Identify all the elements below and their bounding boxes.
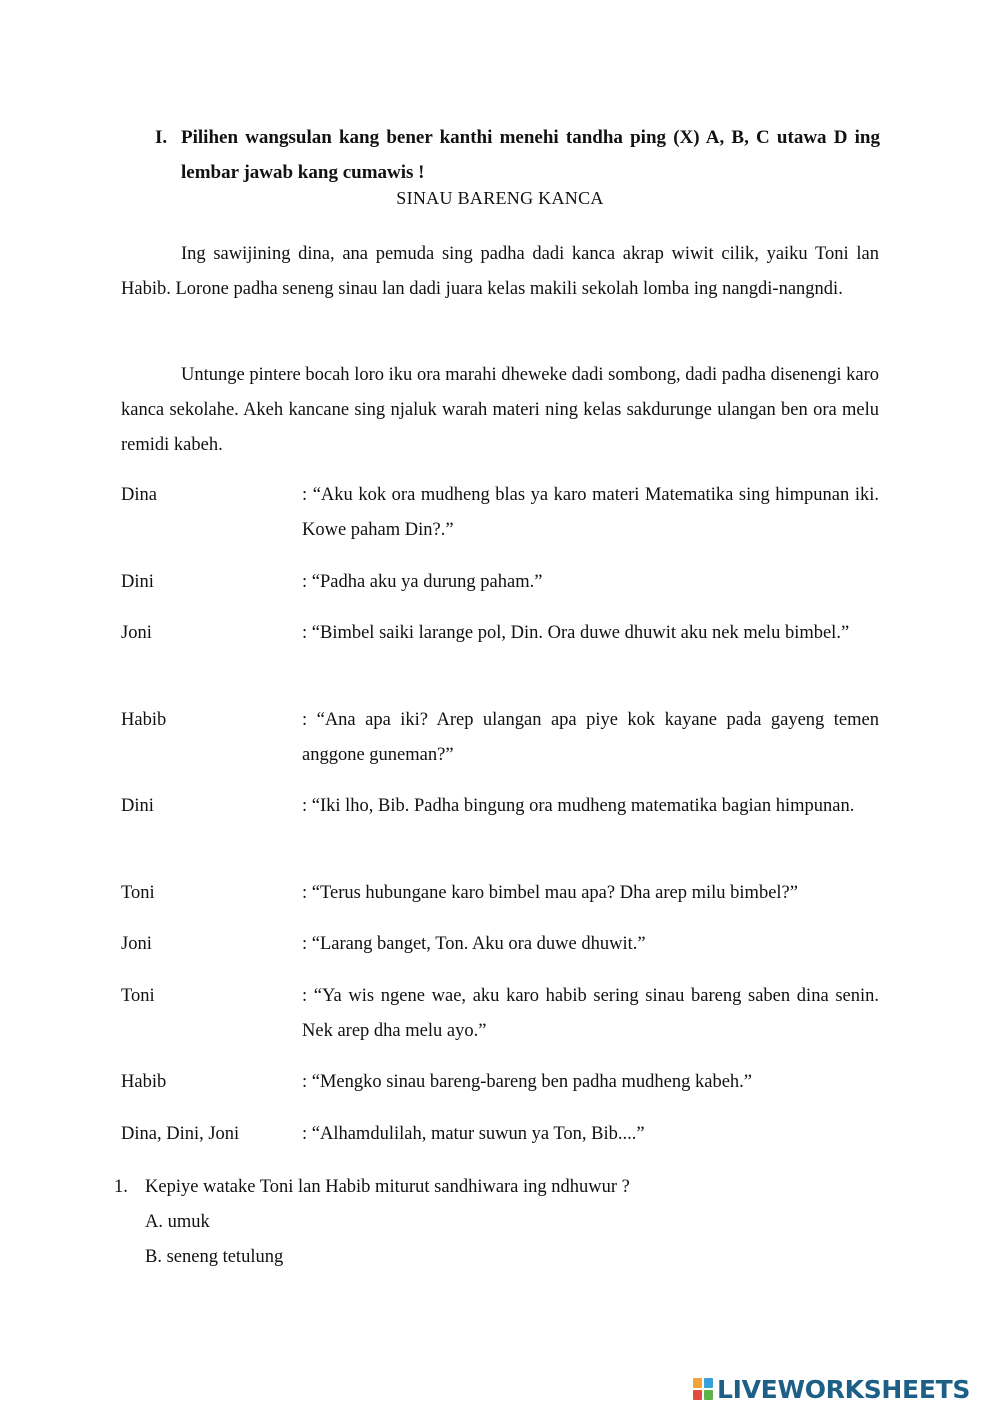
instruction [155, 120, 880, 190]
dialogue-line: : “Mengko sinau bareng-bareng ben padha mudheng kabeh.” [302, 1072, 753, 1092]
dialogue-line: : “Alhamdulilah, matur suwun ya Ton, Bib....” [302, 1124, 645, 1144]
dialogue-line: : “Padha aku ya durung paham.” [302, 572, 543, 592]
dialogue-speaker: Joni [121, 623, 152, 643]
instruction-number: I. [155, 127, 168, 148]
dialogue-speaker: Toni [121, 883, 155, 903]
story-title: SINAU BARENG KANCA [396, 188, 604, 208]
dialogue-row [121, 876, 879, 911]
liveworksheets-logo-icon [693, 1378, 713, 1400]
dialogue-row [121, 927, 879, 962]
dialogue-speaker: Dini [121, 796, 154, 816]
dialogue-speaker: Joni [121, 934, 152, 954]
dialogue-speaker: Dina [121, 485, 157, 505]
dialogue-line: : “Bimbel saiki larange pol, Din. Ora duwe dhuwit aku nek melu bimbel.” [302, 623, 850, 643]
dialogue-row [121, 565, 879, 600]
dialogue-line: : “Ya wis ngene wae, aku karo habib sering sinau bareng saben dina senin. Nek arep dha melu ayo.” [302, 986, 879, 1041]
dialogue-line: : “Larang banget, Ton. Aku ora duwe dhuwit.” [302, 934, 646, 954]
option-a[interactable]: A. umuk [145, 1212, 210, 1232]
dialogue-row [121, 478, 879, 548]
dialogue-row [121, 1065, 879, 1100]
logo-square [693, 1378, 702, 1388]
dialogue-line: : “Aku kok ora mudheng blas ya karo materi Matematika sing himpunan iki. Kowe paham Din?.” [302, 485, 879, 540]
dialogue-row [121, 789, 879, 824]
dialogue-speaker: Dina, Dini, Joni [121, 1124, 240, 1144]
instruction-text: Pilihen wangsulan kang bener kanthi menehi tandha ping (X) A, B, C utawa D ing lembar jawab kang cumawis ! [181, 127, 880, 183]
dialogue-row [121, 1117, 879, 1152]
question-1 [114, 1170, 879, 1275]
paragraph-2: Untunge pintere bocah loro iku ora marahi dheweke dadi sombong, dadi padha disenengi karo kanca sekolahe. Akeh kancane sing njaluk warah materi ning kelas sakdurunge ulangan ben ora melu remidi kabeh. [121, 365, 879, 455]
logo-text: LIVEWORKSHEETS [717, 1374, 971, 1404]
dialogue-row [121, 616, 879, 651]
dialogue-speaker: Toni [121, 986, 155, 1006]
question-text: Kepiye watake Toni lan Habib miturut sandhiwara ing ndhuwur ? [145, 1177, 630, 1197]
logo-square [704, 1378, 713, 1388]
logo-square [693, 1390, 702, 1400]
question-number: 1. [114, 1177, 128, 1197]
liveworksheets-logo [693, 1373, 970, 1405]
logo-square [704, 1390, 713, 1400]
dialogue-row [121, 703, 879, 773]
dialogue-line: : “Terus hubungane karo bimbel mau apa? Dha arep milu bimbel?” [302, 883, 798, 903]
dialogue-speaker: Dini [121, 572, 154, 592]
dialogue-speaker: Habib [121, 710, 167, 730]
paragraph-1: Ing sawijining dina, ana pemuda sing padha dadi kanca akrap wiwit cilik, yaiku Toni lan Habib. Lorone padha seneng sinau lan dadi juara kelas makili sekolah lomba ing nangdi-nangndi. [121, 244, 879, 299]
dialogue-line: : “Iki lho, Bib. Padha bingung ora mudheng matematika bagian himpunan. [302, 796, 855, 816]
dialogue-row [121, 979, 879, 1049]
option-b[interactable]: B. seneng tetulung [145, 1247, 284, 1267]
dialogue-line: : “Ana apa iki? Arep ulangan apa piye kok kayane pada gayeng temen anggone guneman?” [302, 710, 879, 765]
dialogue-speaker: Habib [121, 1072, 167, 1092]
